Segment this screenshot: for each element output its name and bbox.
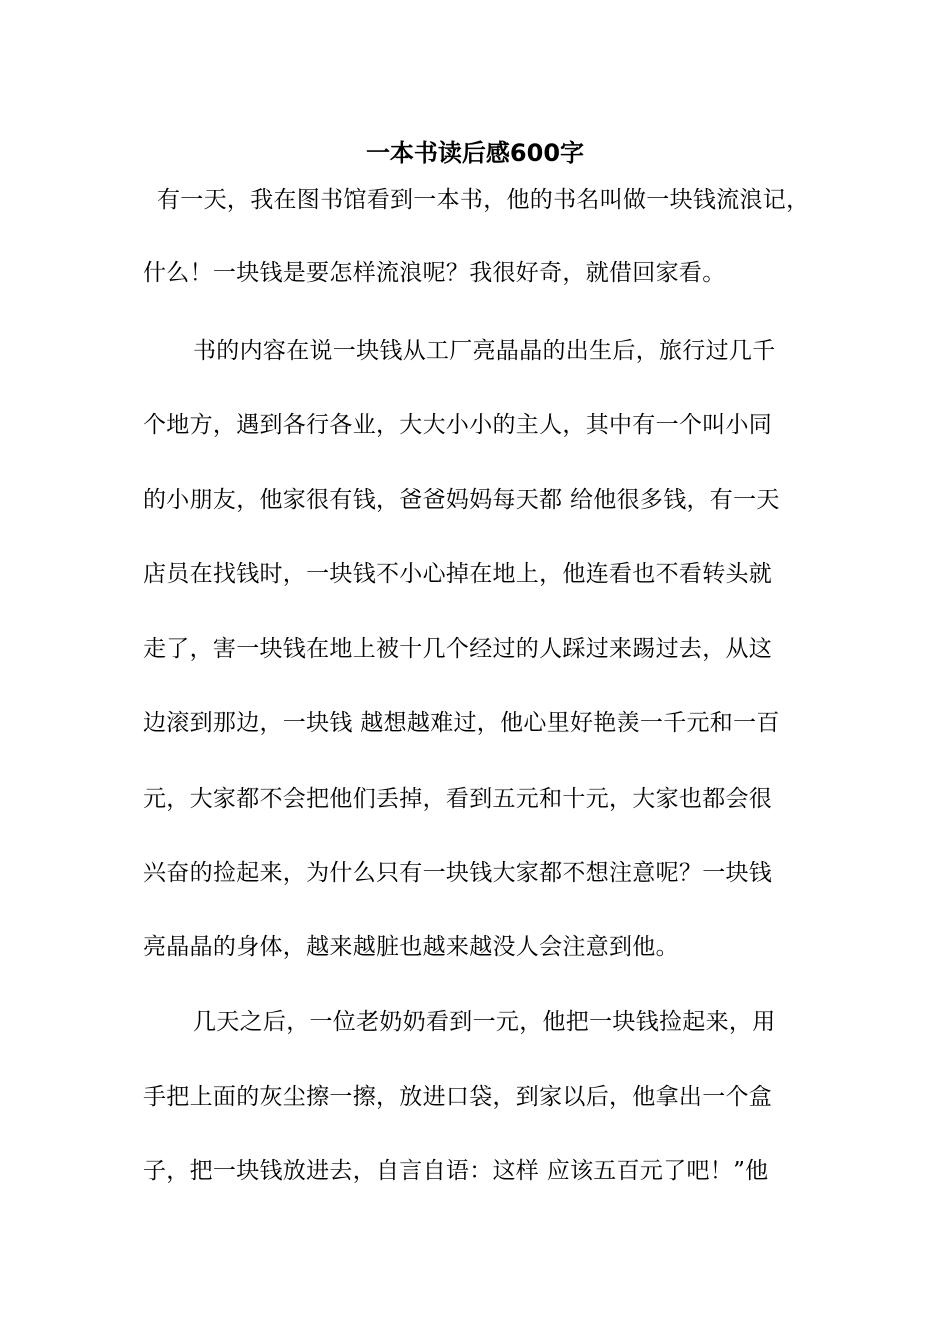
text-line: 兴奋的捡起来，为什么只有一块钱大家都不想注意呢？一块钱 bbox=[143, 860, 773, 886]
text-line: 亮晶晶的身体，越来越脏也越来越没人会注意到他。 bbox=[143, 934, 679, 960]
text-line: 走了，害一块钱在地上被十几个经过的人踩过来踢过去，从这 bbox=[143, 636, 773, 662]
text-line: 手把上面的灰尘擦一擦，放进口袋，到家以后，他拿出一个盒 bbox=[143, 1084, 773, 1110]
text-line: 什么！一块钱是要怎样流浪呢？我很好奇，就借回家看。 bbox=[143, 260, 726, 286]
text-line: 子，把一块钱放进去，自言自语：这样 应该五百元了吧！”他 bbox=[143, 1158, 769, 1184]
text-line: 书的内容在说一块钱从工厂亮晶晶的出生后，旅行过几千 bbox=[193, 338, 776, 364]
text-line: 个地方，遇到各行各业，大大小小的主人，其中有一个叫小同 bbox=[143, 412, 773, 438]
text-line: 边滚到那边，一块钱 越想越难过，他心里好艳羡一千元和一百 bbox=[143, 710, 780, 736]
text-line: 店员在找钱时，一块钱不小心掉在地上，他连看也不看转头就 bbox=[143, 561, 773, 587]
document-title: 一本书读后感600字 bbox=[365, 139, 585, 167]
text-line: 几天之后，一位老奶奶看到一元，他把一块钱捡起来，用 bbox=[193, 1009, 776, 1035]
text-line: 的小朋友，他家很有钱，爸爸妈妈每天都 给他很多钱，有一天 bbox=[143, 487, 780, 513]
text-line: 元，大家都不会把他们丢掉，看到五元和十元，大家也都会很 bbox=[143, 786, 773, 812]
text-line: 有一天，我在图书馆看到一本书，他的书名叫做一块钱流浪记， bbox=[157, 187, 810, 213]
